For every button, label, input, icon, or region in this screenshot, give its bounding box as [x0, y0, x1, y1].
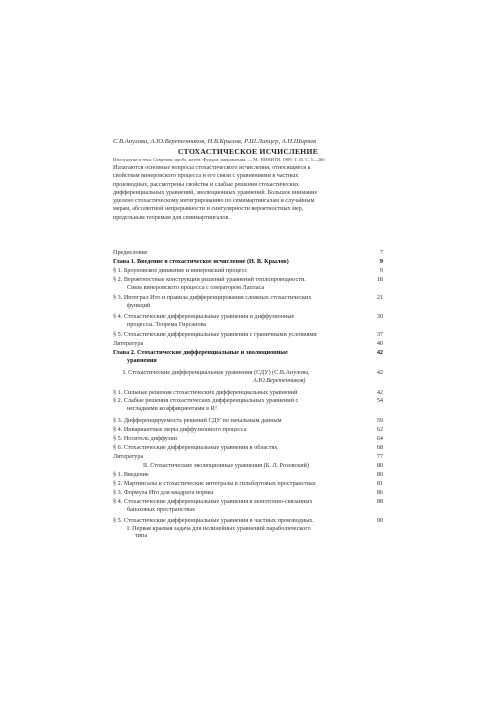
toc-entry-title: § 2. Мартингалы и стохастические интегралы в гильбертовых пространствах — [113, 480, 316, 487]
toc-entry-page: 90 — [376, 517, 383, 524]
toc-entry-title: I. Стохастические дифференциальные уравнения (СДУ) (С.В.Анулова, — [123, 369, 310, 376]
toc-entry-page: 42 — [376, 349, 383, 356]
toc-chapter — [113, 258, 383, 267]
toc-entry — [113, 417, 383, 426]
toc-entry-title: § 5. Стохастические дифференциальные уравнения в частных производных. — [113, 517, 314, 524]
abstract-line: производных, рассмотрены свойства и слабые решения стохастических — [113, 181, 299, 188]
toc-entry-title: § 4. Инвариантные меры диффузионного процесса — [113, 426, 247, 433]
toc-entry-title: § 1. Сильные решения стохастических дифференциальных уравнений — [113, 389, 298, 396]
toc-entry-title-cont: процессы. Теорема Гирсанова — [127, 320, 207, 328]
toc-entry — [113, 331, 383, 340]
toc-entry — [113, 313, 383, 329]
toc-part — [113, 369, 383, 385]
toc-entry-title-cont: Связь винеровского процесса с оператором Лапласа — [127, 283, 265, 291]
toc-entry — [113, 249, 383, 258]
toc-entry-page: 59 — [376, 417, 383, 424]
toc-entry — [113, 471, 383, 480]
toc-entry-page: 54 — [376, 397, 383, 404]
toc-entry-title: § 4. Стохастические дифференциальные уравнения в монотонно-связанных — [113, 498, 313, 505]
toc-entry-title: § 1. Броуновское движение и винеровский процесс — [113, 267, 248, 274]
toc-entry-title: § 3. Дифференцируемость решений СДУ по начальным данным — [113, 417, 282, 424]
authors-line: С.В.Анулова, А.Ю.Веретенников, Н.В.Крылов, Р.Ш.Липцер, А.Н.Ширяев — [113, 138, 317, 145]
toc-entry-title-cont: уравнения — [127, 356, 157, 364]
toc-entry — [113, 397, 383, 413]
toc-entry-title-cont: I. Первая краевая задача для нелинейных уравнений параболического — [127, 524, 311, 532]
toc-entry-page: 42 — [376, 389, 383, 396]
abstract — [113, 164, 381, 222]
toc-entry — [113, 489, 383, 498]
toc-entry-page: 77 — [376, 453, 383, 460]
toc-entry-title: § 4. Стохастические дифференциальные уравнения и диффузионные — [113, 313, 295, 320]
toc-entry — [113, 435, 383, 444]
section-title: СТОХАСТИЧЕСКОЕ ИСЧИСЛЕНИЕ — [177, 147, 319, 156]
toc-entry-title-cont: функций — [127, 301, 151, 309]
toc-entry-title-cont: негладкими коэффициентами в Rᵈ — [127, 404, 217, 412]
toc-part — [113, 462, 383, 471]
toc-entry-page: 88 — [376, 498, 383, 505]
toc-entry-page: 9 — [379, 267, 383, 274]
toc-entry — [113, 480, 383, 489]
abstract-line: Излагаются основные вопросы стохастического исчисления, относящиеся к — [113, 165, 311, 171]
toc-entry — [113, 517, 383, 541]
toc-entry-page: 80 — [376, 471, 383, 478]
toc-entry — [113, 426, 383, 435]
toc-entry-title: Литература — [113, 340, 144, 347]
toc-entry-page: 40 — [376, 340, 383, 347]
toc-entry-title: § 2. Слабые решения стохастических дифференциальных уравнений с — [113, 397, 299, 404]
toc-entry — [113, 444, 383, 453]
toc-chapter — [113, 349, 383, 365]
toc-entry-title-cont: типа — [135, 532, 148, 540]
toc-entry — [113, 340, 383, 349]
toc-entry-page: 68 — [376, 444, 383, 451]
toc-entry-title: § 3. Формула Ито для квадрата нормы — [113, 489, 214, 496]
toc-entry — [113, 294, 383, 310]
toc-entry-title: Предисловие — [113, 249, 148, 256]
citation-line: Итоги науки и техн. Современ. пробл. матем. Фундам. направления. — М.: ВИНИТИ, 1989. Т. 45. С. 5—260 — [113, 157, 325, 162]
toc-entry-page: 21 — [376, 294, 383, 301]
toc-entry-title: Литература — [113, 453, 144, 460]
toc-entry — [113, 498, 383, 514]
toc-entry-title-cont: А.Ю.Веретенников) — [253, 376, 306, 384]
toc-entry — [113, 453, 383, 462]
toc-entry-title: § 2. Вероятностные конструкции решений уравнений теплопроводности. — [113, 276, 306, 283]
toc-entry-title: Глава 2. Стохастические дифференциальные и эволюционные — [113, 349, 288, 356]
toc-entry-page: 62 — [376, 426, 383, 433]
toc-entry-title: II. Стохастические эволюционные уравнения (Б. Л. Розовский) — [143, 462, 309, 469]
toc-entry-page: 42 — [376, 369, 383, 376]
toc-entry-page: 7 — [379, 249, 383, 256]
toc-entry — [113, 276, 383, 292]
toc-entry — [113, 267, 383, 276]
toc-entry-page: 18 — [376, 276, 383, 283]
abstract-line: свойствам винеровского процесса и его связи с уравнениями в частных — [113, 173, 299, 180]
toc-entry-page: 37 — [376, 331, 383, 338]
toc-entry-title: § 1. Введение — [113, 471, 149, 478]
toc-entry-title: § 5. Стохастические дифференциальные уравнения с граничными условиями — [113, 331, 317, 338]
toc-entry-page: 86 — [376, 489, 383, 496]
toc-entry-page: 81 — [376, 480, 383, 487]
toc-entry-page: 9 — [379, 258, 383, 265]
toc-entry-title: Глава 1. Введение в стохастическое исчисление (Н. В. Крылов) — [113, 258, 289, 265]
abstract-line: дифференциальных уравнений, эволюционных уравнений. Большое внимание — [113, 189, 318, 196]
toc-entry-title: § 3. Интеграл Ито и правила дифференцирования сложных стохастических — [113, 294, 312, 301]
toc-entry-title: § 5. Носитель диффузии — [113, 435, 177, 442]
abstract-line: мерам, абсолютной непрерывности и сингулярности вероятностных мер, — [113, 206, 304, 213]
toc-entry-title: § 6. Стохастические дифференциальные уравнения в областях — [113, 444, 278, 451]
abstract-line: уделено стохастическому интегрированию по семимартингалам и случайным — [113, 198, 315, 205]
toc-entry-page: 80 — [376, 462, 383, 469]
toc-entry-page: 64 — [376, 435, 383, 442]
toc-entry-title-cont: банаховых пространствах — [127, 505, 196, 513]
toc-entry-page: 30 — [376, 313, 383, 320]
abstract-line: предельным теоремам для семимартингалов. — [113, 214, 230, 221]
